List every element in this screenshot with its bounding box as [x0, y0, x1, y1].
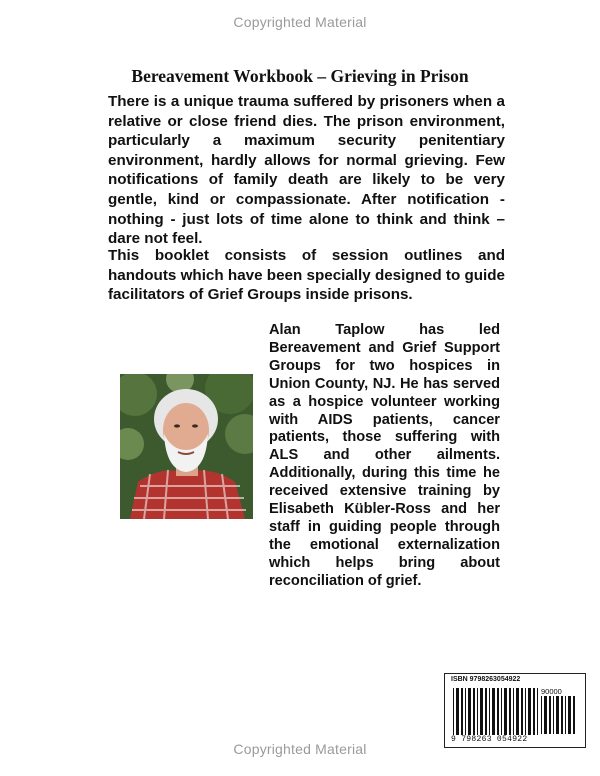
description-paragraph-2: This booklet consists of session outlines and handouts which have been specially designed to guide facilitators of Grief Groups inside prisons.: [108, 247, 505, 304]
author-photo: [120, 374, 253, 519]
copyright-watermark-bottom: Copyrighted Material: [233, 741, 367, 757]
price-barcode-bars: [541, 696, 577, 734]
barcode-digits: 9 798263 054922: [451, 735, 528, 744]
author-bio: Alan Taplow has led Bereavement and Grief Support Groups for two hospices in Union County, NJ. He has served as a hospice volunteer working with AIDS patients, cancer patients, those suffering with ALS and other ailments. Additionally, during this time he received extensive training by Elisabeth Kübler-Ross and her staff in guiding people through the emotional externalization which helps bring about reconciliation of grief.: [269, 322, 500, 589]
barcode-bars: [453, 688, 539, 735]
isbn-label: ISBN 9798263054922: [451, 676, 521, 683]
price-code: 90000: [541, 687, 562, 696]
isbn-barcode: [444, 673, 586, 748]
book-title: Bereavement Workbook – Grieving in Prison: [131, 66, 469, 86]
copyright-watermark-top: Copyrighted Material: [233, 14, 367, 30]
description-paragraph-1: There is a unique trauma suffered by prisoners when a relative or close friend dies. The prison environment, particularly a maximum security penitentiary environment, hardly allows for normal grieving. Few notifications of family death are likely to be very gentle, kind or compassionate. After notification - nothing - just lots of time alone to think and think – dare not feel.: [108, 93, 505, 248]
